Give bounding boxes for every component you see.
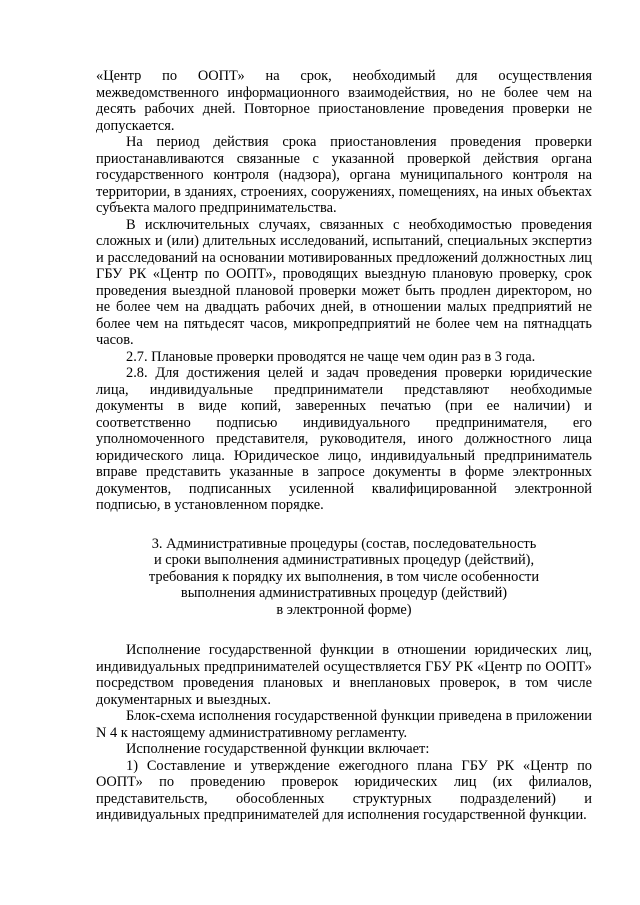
section-3-heading-line: в электронной форме) [276,601,412,618]
section-3-heading-line: 3. Административные процедуры (состав, последовательность [151,535,537,552]
paragraph-2-8: 2.8. Для достижения целей и задач проведения проверки юридические лица, индивидуальные предприниматели представляют необходимые документы в виде копий, заверенных печатью (при ее наличии) и соответственно подписью индивидуального предпринимателя, его уполномоченного представителя, руководителя, иного должностного лица юридического лица. Юридическое лицо, индивидуальный предприниматель вправе представить указанные в запросе документы в форме электронных документов, подписанных усиленной квалифицированной электронной подписью, в установленном порядке. [96,365,592,513]
paragraph-block-scheme: Блок-схема исполнения государственной функции приведена в приложении N 4 к настоящему административному регламенту. [96,708,592,741]
paragraph-item-1: 1) Составление и утверждение ежегодного плана ГБУ РК «Центр по ООПТ» по проведению проверок юридических лиц (их филиалов, представительств, обособленных структурных подразделений) и индивидуальных предпринимателей для исполнения государственной функции. [96,757,592,823]
paragraph-exceptional-cases: В исключительных случаях, связанных с необходимостью проведения сложных и (или) длительных исследований, испытаний, специальных экспертиз и расследований на основании мотивированных предложений должностных лиц ГБУ РК «Центр по ООПТ», проводящих выездную плановую проверку, срок проведения выездной плановой проверки может быть продлен директором, но не более чем на двадцать рабочих дней, в отношении малых предприятий не более чем на пятьдесят часов, микропредприятий не более чем на пятнадцать часов. [96,216,592,348]
section-3-heading-line: и сроки выполнения административных процедур (действий), [153,552,535,568]
section-3-heading-line: выполнения административных процедур (действий) [180,585,508,601]
paragraph-suspension-actions: На период действия срока приостановления проведения проверки приостанавливаются связанные с указанной проверкой действия органа государственного контроля (надзора), органа муниципального контроля на территории, в зданиях, строениях, сооружениях, помещениях, на иных объектах субъекта малого предпринимательства. [96,134,592,216]
paragraph-2-7: 2.7. Плановые проверки проводятся не чаще чем один раз в 3 года. [126,348,536,365]
section-3-heading [96,536,592,619]
paragraph-function-includes: Исполнение государственной функции включает: [126,741,430,757]
paragraph-suspension-term: «Центр по ООПТ» на срок, необходимый для осуществления межведомственного информационного взаимодействия, но не более чем на десять рабочих дней. Повторное приостановление проведения проверки не допускается. [96,68,592,134]
document-page [96,68,592,824]
paragraph-function-execution: Исполнение государственной функции в отношении юридических лиц, индивидуальных предпринимателей осуществляется ГБУ РК «Центр по ООПТ» посредством проведения плановых и внеплановых проверок, в том числе документарных и выездных. [96,642,592,708]
section-3-heading-line: требования к порядку их выполнения, в том числе особенности [148,568,540,585]
